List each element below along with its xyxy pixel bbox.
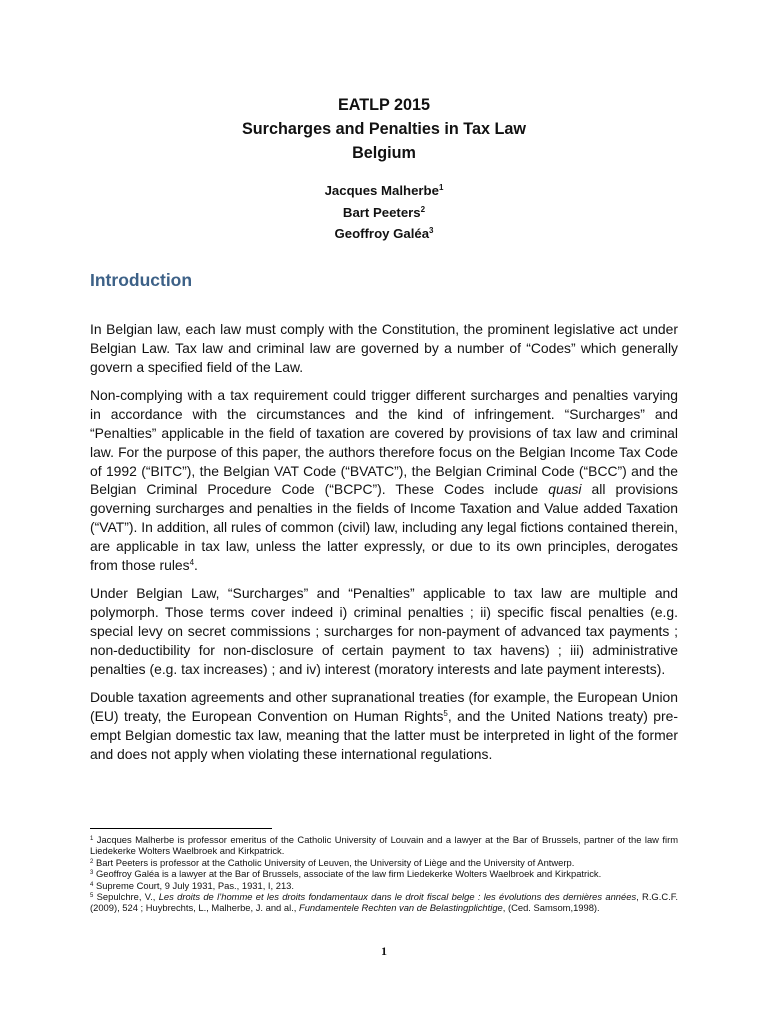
paragraph-4: Double taxation agreements and other supranational treaties (for example, the European Union (EU) treaty, the European Convention on Human Rights$^5$, and the United Nations treaty) pre-empt Belgian domestic tax law, meaning that the latter must be interpreted in light of the former and does not apply when violating these international regulations. <box>90 689 678 762</box>
author-name: Jacques Malherbe <box>324 183 439 198</box>
paper-title: Surcharges and Penalties in Tax Law <box>242 120 526 138</box>
author-name: Geoffroy Galéa <box>334 226 430 241</box>
footnote-number: 5 <box>90 893 94 900</box>
footnote-ref[interactable]: 4 <box>189 557 195 567</box>
footnote-number: 2 <box>90 858 94 865</box>
footnote-ref[interactable]: 1 <box>438 183 444 192</box>
author-list <box>90 180 678 245</box>
footnote-ref[interactable]: 5 <box>443 709 448 719</box>
author-name: Bart Peeters <box>342 204 421 220</box>
emphasis-quasi: quasi <box>548 481 582 498</box>
conference-title: EATLP 2015 <box>337 96 431 114</box>
footnotes <box>90 834 678 914</box>
footnote-2: $^2$ Bart Peeters is professor at the Catholic University of Leuven, the University of Liège and the University of Antwerp. <box>90 856 575 868</box>
page-number: 1 <box>381 944 387 958</box>
author <box>90 223 678 245</box>
author <box>90 180 678 202</box>
paragraph-1: In Belgian law, each law must comply with the Constitution, the prominent legislative act under Belgian Law. Tax law and criminal law are governed by a number of “Codes” which generally govern a specified field of the Law. <box>90 321 678 375</box>
section-heading-introduction: Introduction <box>90 270 193 290</box>
author <box>90 202 678 224</box>
footnote-1: $^1$ Jacques Malherbe is professor emeritus of the Catholic University of Louvain and a lawyer at the Bar of Brussels, partner of the law firm Liedekerke Wolters Waelbroek and Kirkpatrick. <box>90 834 678 857</box>
footnote-4: $^4$ Supreme Court, 9 July 1931, Pas., 1931, I, 213. <box>90 879 294 891</box>
paragraph-3: Under Belgian Law, “Surcharges” and “Penalties” applicable to tax law are multiple and polymorph. Those terms cover indeed i) criminal penalties ; ii) specific fiscal penalties (e.g. special levy on secret commissions ; surcharges for non-payment of advanced tax payments ; non-deductibility for non-disclosure of certain payment to tax havens) ; iii) administrative penalties (e.g. tax increases) ; and iv) interest (moratory interests and late payment interests). <box>90 585 678 677</box>
footnote-number: 4 <box>90 881 94 888</box>
paragraph-2: Non-complying with a tax requirement could trigger different surcharges and penalties varying in accordance with the circumstances and the kind of infringement. “Surcharges” and “Penalties” applicable in the field of taxation are covered by provisions of tax law and criminal law. For the purpose of this paper, the authors therefore focus on the Belgian Income Tax Code of 1992 (“BITC”), the Belgian VAT Code (“BVATC”), the Belgian Criminal Code (“BCC”) and the Belgian Criminal Procedure Code (“BCPC”). These Codes include quasi all provisions governing surcharges and penalties in the fields of Income Taxation and Value added Taxation (“VAT”). In addition, all rules of common (civil) law, including any legal fictions contained therein, are applicable in tax law, unless the latter expressly, or due to its own principles, derogates from those rules$^4$. <box>90 387 678 573</box>
body-text <box>90 320 678 774</box>
country-title: Belgium <box>352 144 416 162</box>
footnote-ref[interactable]: 3 <box>429 226 434 235</box>
footnote-3: $^3$ Geoffroy Galéa is a lawyer at the Bar of Brussels, associate of the law firm Liedekerke Wolters Waelbroek and Kirkpatrick. <box>90 868 602 880</box>
footnote-number: 3 <box>90 870 94 877</box>
footnote-number: 1 <box>90 836 94 842</box>
footnote-5: $^5$ Sepulchre, V., Les droits de l’homme et les droits fondamentaux dans le droit fiscal belge : les évolutions des dernières années, R.G.C.F. (2009), 524 ; Huybrechts, L., Malherbe, J. and al., Fundamentele Rechten van de Belastingplichtige, (Ced. Samsom,1998). <box>90 891 678 914</box>
footnote-ref[interactable]: 2 <box>420 204 426 214</box>
footnote-separator <box>90 828 272 829</box>
title-block <box>90 93 678 165</box>
